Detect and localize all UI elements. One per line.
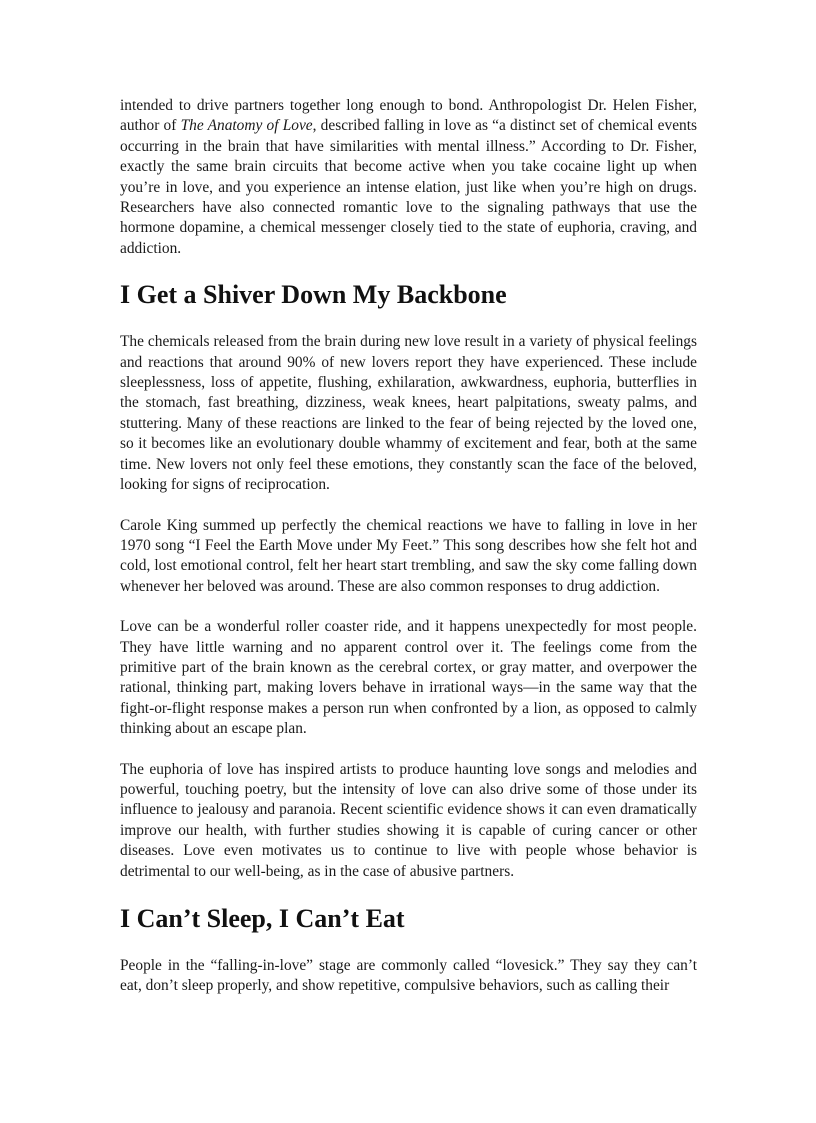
paragraph: Carole King summed up perfectly the chemical reactions we have to falling in love in her 1970 song “I Feel the Earth Move under My Feet.” This song describes how she felt hot and cold, lost emotional control, felt her heart start trembling, and saw the sky come falling down whenever her beloved was around. These are also common responses to drug addiction. — [120, 516, 697, 595]
paragraph: The euphoria of love has inspired artists to produce haunting love songs and melodies and powerful, touching poetry, but the intensity of love can also drive some of those under its influence to jealousy and paranoia. Recent scientific evidence shows it can even dramatically improve our health, with further studies showing it is capable of curing cancer or other diseases. Love even motivates us to continue to live with people whose behavior is detrimental to our well-being, as in the case of abusive partners. — [120, 760, 697, 880]
document-page — [120, 96, 697, 997]
section-heading-sleep: I Can’t Sleep, I Can’t Eat — [120, 904, 405, 933]
intro-text-after: , described falling in love as “a distinct set of chemical events occurring in the brain that have similarities with mental illness.” According to Dr. Fisher, exactly the same brain circuits that become active when you take cocaine light up when you’re in love, and you experience an intense elation, just like when you’re high on drugs. Researchers have also connected romantic love to the signaling pathways that use the hormone dopamine, a chemical messenger closely tied to the state of euphoria, craving, and addiction. — [120, 117, 697, 257]
paragraph: Love can be a wonderful roller coaster ride, and it happens unexpectedly for most people. They have little warning and no apparent control over it. The feelings come from the primitive part of the brain known as the cerebral cortex, or gray matter, and overpower the rational, thinking part, making lovers behave in irrational ways—in the same way that the fight-or-flight response makes a person run when confronted by a lion, as opposed to calmly thinking about an escape plan. — [120, 618, 697, 738]
section-heading-shiver: I Get a Shiver Down My Backbone — [120, 280, 507, 310]
book-title: The Anatomy of Love — [180, 117, 313, 135]
paragraph: The chemicals released from the brain during new love result in a variety of physical feelings and reactions that around 90% of new lovers report they have experienced. These include sleeplessness, loss of appetite, flushing, exhilaration, awkwardness, euphoria, butterflies in the stomach, fast breathing, dizziness, weak knees, heart palpitations, sweaty palms, and stuttering. Many of these reactions are linked to the fear of being rejected by the loved one, so it becomes like an evolutionary double whammy of excitement and fear, both at the same time. New lovers not only feel these emotions, they constantly scan the face of the beloved, looking for signs of reciprocation. — [120, 333, 697, 494]
intro-text-before: intended to drive partners together long enough to bond. Anthropologist Dr. Helen Fisher, author of — [120, 97, 697, 135]
paragraph: People in the “falling-in-love” stage are commonly called “lovesick.” They say they can’t eat, don’t sleep properly, and show repetitive, compulsive behaviors, such as calling their — [120, 957, 697, 995]
intro-paragraph — [120, 96, 697, 259]
